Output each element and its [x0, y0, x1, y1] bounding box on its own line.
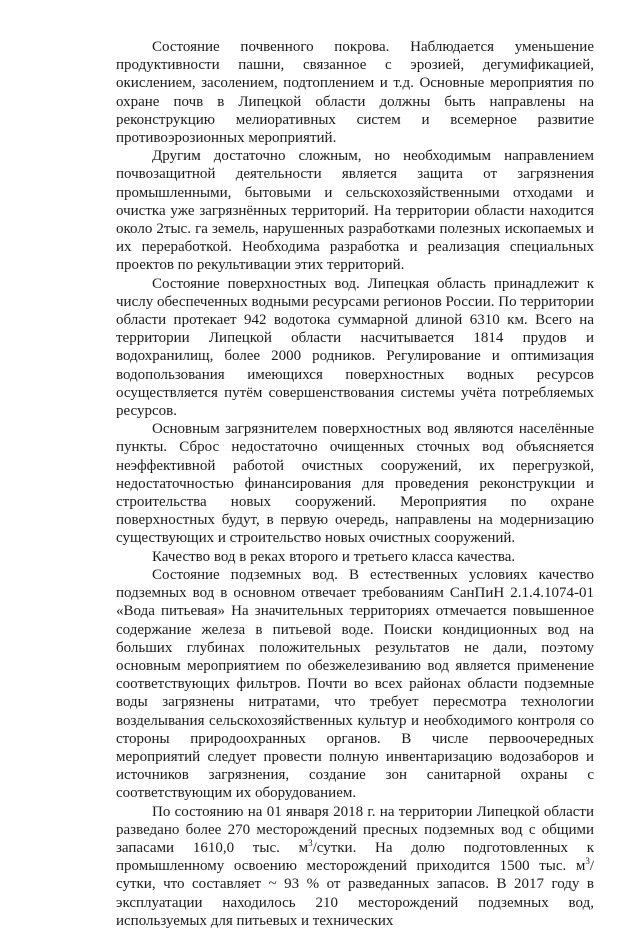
paragraph-groundwater-state — [116, 566, 594, 803]
paragraph-text: Состояние подземных вод. В естественных условиях качество подземных вод в основном отвечает требованиям СанПиН 2.1.4.1074-01 «Вода питьевая» На значительных территориях отмечается повышенное содержание железа в питьевой воде. Поиски кондиционных вод на больших глубинах положительных результатов не дали, поэтому основным мероприятием по обезжелезиванию вод является применение соответствующих фильтров. Почти во всех районах области подземные воды загрязнены нитратами, что требует пересмотра технологии возделывания сельскохозяйственных культур и необходимого контроля со стороны природоохранных органов. В числе первоочередных мероприятий следует провести полную инвентаризацию водозаборов и источников загрязнения, создание зон санитарной охраны с соответствующим их оборудованием. — [116, 566, 594, 802]
superscript-cubic: 3 — [585, 856, 590, 867]
paragraph-surface-water-pollutants — [116, 420, 594, 547]
paragraph-soil-protection — [116, 147, 594, 274]
document-page — [116, 38, 594, 930]
paragraph-text: Состояние поверхностных вод. Липецкая область принадлежит к числу обеспеченных водными ресурсами регионов России. По территории области протекает 942 водотока суммарной длиной 6310 км. Всего на территории Липецкой области насчитывается 1814 прудов и водохранилищ, более 2000 родников. Регулирование и оптимизация водопользования имеющихся поверхностных водных ресурсов осуществляется путём совершенствования системы учёта потребляемых ресурсов. — [116, 275, 594, 420]
paragraph-soil-state — [116, 38, 594, 147]
superscript-cubic: 3 — [308, 837, 313, 848]
paragraph-text: Качество вод в реках второго и третьего класса качества. — [152, 548, 516, 565]
paragraph-text-part1: По состоянию на 01 января 2018 г. на территории Липецкой области разведано более 270 месторождений пресных подземных вод с общими запасами 1610,0 тыс. м — [116, 803, 594, 856]
paragraph-text: Состояние почвенного покрова. Наблюдается уменьшение продуктивности пашни, связанное с эрозией, дегумификацией, окислением, засолением, подтоплением и т.д. Основные мероприятия по охране почв в Липецкой области должны быть направлены на реконструкцию мелиоративных систем и всемерное развитие противоэрозионных мероприятий. — [116, 39, 594, 147]
paragraph-text-part2: /сутки. На долю подготовленных к промышленному освоению месторождений приходится 1500 тыс. м — [116, 839, 594, 875]
paragraph-text: Другим достаточно сложным, но необходимым направлением почвозащитной деятельности является защита от загрязнения промышленными, бытовыми и сельскохозяйственными отходами и очистка уже загрязнённых территорий. На территории области находится около 2тыс. га земель, нарушенных разработками полезных ископаемых и их переработкой. Необходима разработка и реализация специальных проектов по рекультивации этих территорий. — [116, 148, 594, 274]
paragraph-groundwater-reserves — [116, 803, 594, 930]
paragraph-river-water-quality — [116, 548, 594, 566]
paragraph-surface-water-state — [116, 275, 594, 421]
paragraph-text-part3: /сутки, что составляет ~ 93 % от разведанных запасов. В 2017 году в эксплуатации находилось 210 месторождений подземных вод, используемых для питьевых и технических — [116, 858, 594, 929]
paragraph-text: Основным загрязнителем поверхностных вод являются населённые пункты. Сброс недостаточно очищенных сточных вод объясняется неэффективной работой очистных сооружений, их перегрузкой, недостаточностью финансирования для проведения реконструкции и строительства новых сооружений. Мероприятия по охране поверхностных будут, в первую очередь, направлены на модернизацию существующих и строительство новых очистных сооружений. — [116, 421, 594, 547]
